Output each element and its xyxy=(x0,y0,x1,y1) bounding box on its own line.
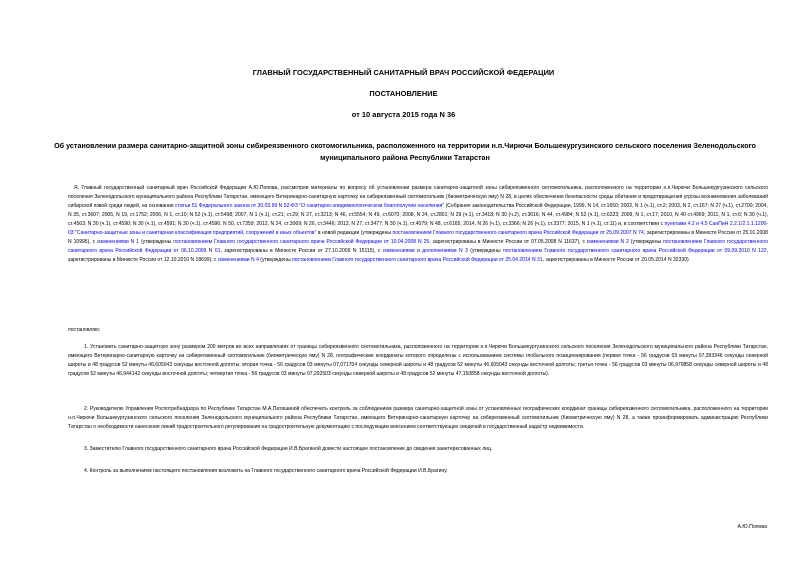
preamble-text: в новой редакции (утверждены xyxy=(316,230,393,236)
preamble-text: , зарегистрированы в Минюсте России от 20.05.2014 N 32330) xyxy=(542,257,689,263)
amendments-1-link[interactable]: изменениями N 1 xyxy=(97,239,140,245)
clause-4: 4. Контроль за выполнением настоящего постановления возложить на Главного государственного санитарного врача Российской Федерации И.В.Брагину. xyxy=(84,468,448,474)
preamble-text: (Собрание законодательства Российской Федерации, 1999, N 14, ст.1650; 2002, N 1 (ч.1), ст.2; 2003, N 2, ст.167; N 27 (ч.1), ст.2700; 2004, N 35, ст.3607; 2005, N 19, ст.1752; 2006, N 1, ст.10; N 52 (ч.1), ст.5498; 2007, N 1 (ч.1), ст.21; ст.29; N 27, ст.3213; N 46, ст.5554; N 49, ст.6070; 2008, N 24, ст.2801; N 29 (ч.1), ст.3418; N 30 (ч.2), ст.3616; N 44, ст.4984; N 52 (ч.1), ст.6223; 2009, N 1, ст.17; 2010, N 40 ст.4969; 2011, N 1, ст.6; N 30 (ч.1), ст.4563; N 30 (ч.1), ст.4590; N 30 (ч.1), ст.4591; N 30 (ч.1), ст.4596; N 50, ст.7359; 2012, N 24, ст.3069; N 26, ст.3446; 2013, N 27, ст.3477; N 30 (ч.1), ст.4079; N 48, ст.6165; 2014, N 26 (ч.1), ст.3366; N 26 (ч.1), ст.3377; 2015, N 1 (ч.1), ст.11) и, в соответствии с xyxy=(68,203,768,227)
document-title: Об установлении размера санитарно-защитной зоны сибиреязвенного скотомогильника, расположенного на территории н.п.Чирючи Большекургузинского сельского поселения Зеленодольского муниципального района Республики Татарстан xyxy=(54,141,756,162)
preamble-text: , зарегистрированы в Минюсте России от 12.10.2010 N 18699); с xyxy=(68,248,769,263)
federal-law-article-51-link[interactable]: статьи 51 Федерального закона от 30.03.99 N 52-ФЗ "О санитарно-эпидемиологическом благополучии населения" xyxy=(175,203,445,209)
sanpin-clauses-link[interactable]: пунктами 4.2 и 4.5 СанПиН 2.2.1/2.1.1.1200-03 "Санитарно-защитные зоны и санитарная классификация предприятий, сооружений и иных объектов" xyxy=(68,221,768,236)
preamble-paragraph xyxy=(68,184,768,265)
clause-1: 1. Установить санитарно-защитную зону размером 200 метров во всех направлениях от границы сибиреязвенного скотомогильника, расположенного на территории н.п.Чирючи Большекургузинского сельского поселения Зеленодольского муниципального района Республики Татарстан, имеющего Ветеринарно-санитарную карточку на сибиреязвенный скотомогильник (биометрическую яму) N 28, географические координаты которого определены с использованием системы глобального позиционирования (первая точка - 56 градусов 03 минуты 07,393346 секунды северной широты и 48 градусов 52 минуты 46,605043 секунды восточной долготы; вторая точка - 56 градусов 03 минуты 07,071704 секунды северной широты и 48 градусов 52 минуты 46,605043 секунды восточной долготы; третья точка - 56 градусов 03 минуты 06,970858 секунды северной широты и 48 градусов 52 минуты 46,944142 секунды восточной долготы; четвертая точка - 56 градусов 03 минуты 07,292503 секунды северной широты и 48 градусов 52 минуты 47,150858 секунды восточной долготы). xyxy=(68,344,768,377)
amendments-4-link[interactable]: изменениями N 4 xyxy=(217,257,259,263)
amendments-3-link[interactable]: изменениями и дополнениями N 3 xyxy=(382,248,468,254)
preamble-text: (утверждены xyxy=(628,239,664,245)
amendments-2-link[interactable]: изменениями N 2 xyxy=(586,239,629,245)
resolution-61-link[interactable]: постановлением Главного государственного санитарного врача Российской Федерации от 06.10.2009 N 61 xyxy=(68,239,769,254)
preamble-text: , зарегистрированы в Минюсте России от 07.05.2008 N 11637), с xyxy=(429,239,587,245)
clause-3: 3. Заместителю Главного государственного санитарного врача Российской Федерации И.В.Брагиной довести настоящее постановление до сведения заинтересованных лиц. xyxy=(84,446,493,452)
preamble-text: Я, Главный государственный санитарный врач Российской Федерации А.Ю.Попова, рассмотрев материалы по вопросу об установлении размера санитарно-защитной зоны сибиреязвенного скотомогильника, расположенного на территории н.п.Чирючи Большекургузинского сельского поселения Зеленодольского муниципального района Республики Татарстан, имеющего Ветеринарно-санитарную карточку на сибиреязвенный скотомогильник (биометрическую яму) N 28, в целях обеспечения безопасности среды обитания и предотвращения угрозы возникновения заболеваний сибирской язвой среди людей, на основании xyxy=(68,185,768,209)
preamble-text: (утверждены xyxy=(139,239,174,245)
document-type-heading: ПОСТАНОВЛЕНИЕ xyxy=(369,89,438,98)
preamble-text: (утверждены xyxy=(258,257,292,263)
resolution-122-link[interactable]: постановлением Главного государственного санитарного врача Российской Федерации от 09.09.2010 N 122 xyxy=(503,248,767,254)
decree-word: постановляю: xyxy=(68,327,101,333)
resolution-74-link[interactable]: постановлением Главного государственного санитарного врача Российской Федерации от 25.09.2007 N 74 xyxy=(392,230,644,236)
resolution-25-link[interactable]: постановлением Главного государственного санитарного врача Российской Федерации от 10.04.2008 N 25 xyxy=(173,239,430,245)
resolution-31-link[interactable]: постановлением Главного государственного санитарного врача Российской Федерации от 25.04.2014 N 31 xyxy=(291,257,543,263)
document-date-heading: от 10 августа 2015 года N 36 xyxy=(351,110,456,119)
clause-2: 2. Руководителю Управления Роспотребнадзора по Республике Татарстан М.А.Патяшиной обеспечить контроль за соблюдением размера санитарно-защитной зоны от установленных географических координат границы сибиреязвенного скотомогильника, расположенного на территории н.п.Чирючи Большекургузинского сельского поселения Зеленодольского муниципального района Республики Татарстан, имеющего Ветеринарно-санитарную карточку на сибиреязвенный скотомогильник (биометрическую яму) N 28, а также проинформировать администрацию Республики Татарстан о необходимости нанесения линий градостроительного регулирования на градостроительную документацию с последующим внесением соответствующих сведений в государственный кадастр недвижимости. xyxy=(68,406,768,430)
preamble-text: , зарегистрированы в Минюсте России от 25.01.2008 N 10995), с xyxy=(68,230,768,245)
preamble-text: (утверждены xyxy=(467,248,504,254)
issuer-heading: ГЛАВНЫЙ ГОСУДАРСТВЕННЫЙ САНИТАРНЫЙ ВРАЧ РОССИЙСКОЙ ФЕДЕРАЦИИ xyxy=(252,68,555,77)
signature: А.Ю.Попова xyxy=(737,524,767,530)
preamble-text: , зарегистрированы в Минюсте России от 27.10.2009 N 15115), с xyxy=(220,248,383,254)
